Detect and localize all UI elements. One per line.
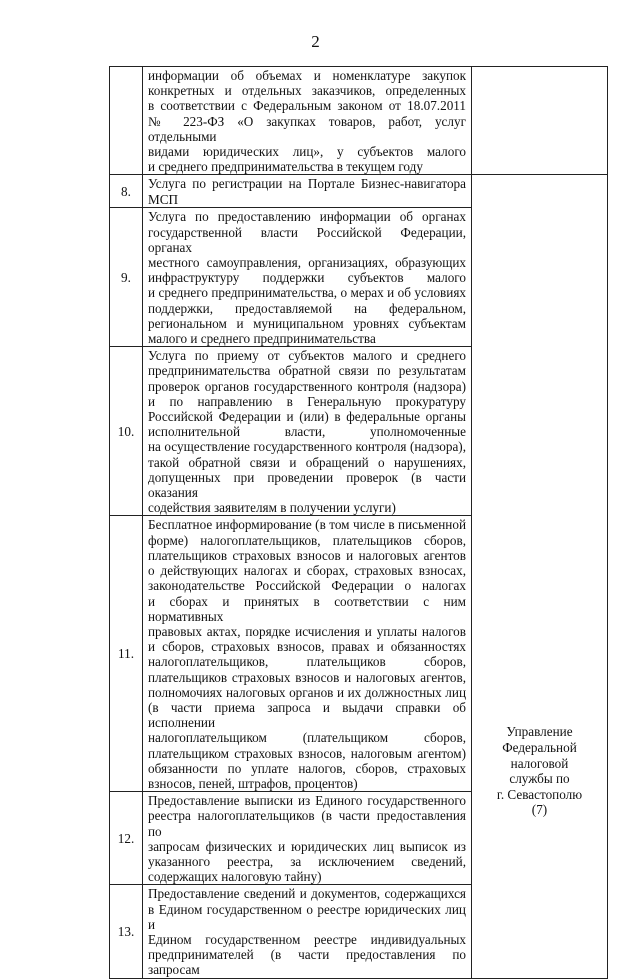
description-line: информации об объемах и номенклатуре закупок <box>148 68 466 83</box>
description-line: местного самоуправления, организациях, образующих <box>148 255 466 271</box>
description-line: Услуга по регистрации на Портале Бизнес-навигатора <box>148 176 466 192</box>
row-number: 11. <box>110 516 143 792</box>
description-line: предпринимательства обратной связи по результатам <box>148 363 466 379</box>
organization-line: службы по <box>509 771 570 787</box>
table-row <box>110 67 608 175</box>
description-line: и сборах и принятых в соответствии с ним нормативных <box>148 593 466 624</box>
description-line: правовых актах, порядке исчисления и уплаты налогов <box>148 623 466 639</box>
description-line: законодательстве Российской Федерации о налогах <box>148 578 466 594</box>
description-line: такой обратной связи и обращений о нарушениях, <box>148 454 466 470</box>
description-line: о действующих налогах и сборах, страховых взносах, <box>148 563 466 579</box>
organization-line: г. Севастополю <box>496 786 583 802</box>
description-line: указанного реестра, за исключением сведений, <box>148 853 466 869</box>
description-line: Услуга по предоставлению информации об органах <box>148 209 466 225</box>
description-line: в соответствии с Федеральным законом от 18.07.2011 <box>148 98 466 114</box>
service-description <box>143 792 472 885</box>
description-line: малого и среднего предпринимательства <box>148 331 376 347</box>
description-line: поддержки, предоставляемой на федеральном, <box>148 300 466 316</box>
description-line: Услуга по приему от субъектов малого и среднего <box>148 348 466 364</box>
description-line: МСП <box>148 191 179 207</box>
row-number: 9. <box>110 208 143 347</box>
row-number: 10. <box>110 347 143 516</box>
description-line: обязанности по уплате налогов, сборов, страховых <box>148 760 466 776</box>
description-line: исполнительной власти, уполномоченные <box>148 424 466 440</box>
description-line: Бесплатное информирование (в том числе в письменной <box>148 517 466 533</box>
row-number <box>110 67 143 175</box>
table-row <box>110 175 608 208</box>
service-description <box>143 175 472 208</box>
responsible-organization-empty <box>472 67 608 175</box>
description-line: форме) налогоплательщиков, плательщиков сборов, <box>148 532 466 548</box>
description-line: и среднего предпринимательства в текущем году <box>148 159 423 175</box>
description-line: реестра налогоплательщиков (в части предоставления по <box>148 808 466 839</box>
description-line: Предоставление сведений и документов, содержащихся <box>148 886 466 902</box>
service-description <box>143 67 472 175</box>
organization-line: Федеральной налоговой <box>502 740 577 771</box>
row-number: 8. <box>110 175 143 208</box>
description-line: и среднего предпринимательства, о мерах и об условиях <box>148 285 466 301</box>
description-line: и сборов, страховых взносов, правах и обязанностях <box>148 639 466 655</box>
description-line: полномочиях налоговых органов и их должностных лиц <box>148 684 466 700</box>
description-line: предпринимателей (в части предоставления по запросам <box>148 947 466 978</box>
description-line: содержащих налоговую тайну) <box>148 869 322 885</box>
description-line: плательщиков страховых взносов и налоговых агентов <box>148 547 466 563</box>
description-line: инфраструктуру поддержки субъектов малого <box>148 270 466 286</box>
page-number: 2 <box>311 32 320 51</box>
service-description <box>143 885 472 978</box>
row-number: 13. <box>110 885 143 978</box>
description-line: запросам физических и юридических лиц выписок из <box>148 838 466 854</box>
description-line: содействия заявителям в получении услуги) <box>148 500 396 516</box>
description-line: Предоставление выписки из Единого государственного <box>148 793 466 809</box>
organization-name <box>476 175 603 818</box>
description-line: плательщиком страховых взносов, налоговым агентом) <box>148 745 466 761</box>
description-line: взносов, пеней, штрафов, процентов) <box>148 775 358 791</box>
description-line: региональном и муниципальном уровнях субъектам <box>148 315 466 331</box>
responsible-organization <box>472 175 608 978</box>
row-number: 12. <box>110 792 143 885</box>
description-line: Едином государственном реестре индивидуальных <box>148 931 466 947</box>
description-line: № 223-ФЗ «О закупках товаров, работ, услуг отдельными <box>148 113 466 144</box>
service-description <box>143 347 472 516</box>
description-line: налогоплательщиком (плательщиком сборов, <box>148 730 466 746</box>
organization-line: Управление <box>506 724 573 740</box>
description-line: проверок органов государственного контроля (надзора) <box>148 378 466 394</box>
description-line: конкретных и отдельных заказчиков, определенных <box>148 83 466 99</box>
description-line: плательщиков страховых взносов и налоговых агентов, <box>148 669 466 685</box>
description-line: и по направлению в Генеральную прокуратуру <box>148 393 466 409</box>
description-line: видами юридических лиц», у субъектов малого <box>148 144 466 160</box>
description-line: (в части приема запроса и выдачи справки об исполнении <box>148 699 466 731</box>
service-description <box>143 516 472 792</box>
description-line: государственной власти Российской Федерации, органах <box>148 224 466 255</box>
description-line: допущенных при проведении проверок (в части оказания <box>148 469 466 501</box>
service-description <box>143 208 472 347</box>
description-line: в Едином государственном о реестре юридических лиц и <box>148 901 466 932</box>
services-table <box>109 66 608 979</box>
description-line: Российской Федерации и (или) в федеральные органы <box>148 409 466 425</box>
description-line: на осуществление государственного контроля (надзора), <box>148 439 466 455</box>
organization-line: (7) <box>531 802 548 818</box>
description-line: налогоплательщиков, плательщиков сборов, <box>148 654 466 670</box>
